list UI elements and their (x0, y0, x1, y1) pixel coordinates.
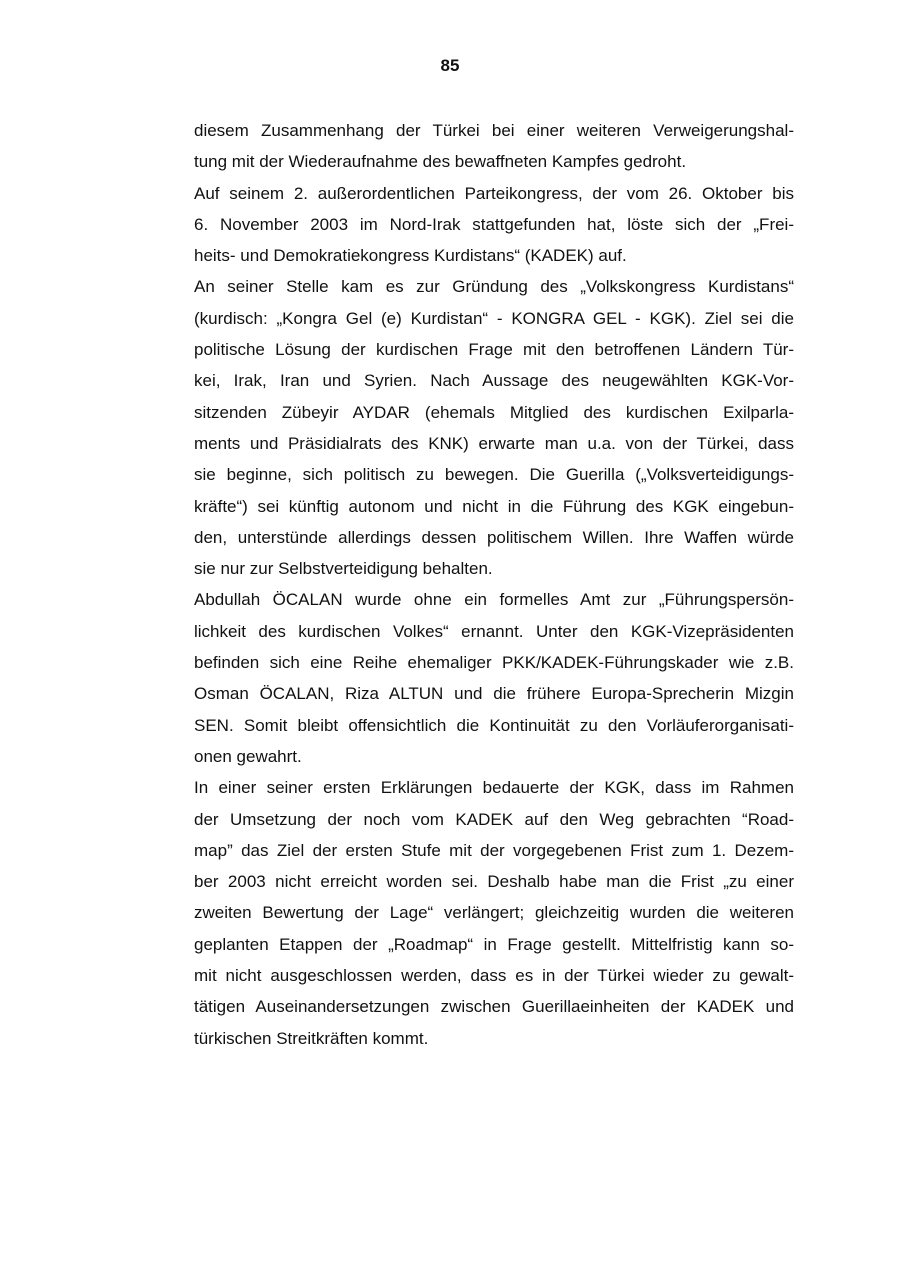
paragraph (194, 271, 794, 584)
text-line: In einer seiner ersten Erklärungen bedauerte der KGK, dass im Rahmen (194, 778, 794, 798)
paragraph (194, 584, 794, 772)
text-line: den, unterstünde allerdings dessen politischem Willen. Ihre Waffen würde (194, 527, 794, 547)
text-line: geplanten Etappen der „Roadmap“ in Frage gestellt. Mittelfristig kann so- (194, 934, 794, 954)
text-line: türkischen Streitkräften kommt. (194, 1028, 429, 1048)
text-line: sitzenden Zübeyir AYDAR (ehemals Mitglied des kurdischen Exilparla- (194, 402, 794, 422)
text-line: politische Lösung der kurdischen Frage mit den betroffenen Ländern Tür- (194, 340, 794, 360)
text-line: kei, Irak, Iran und Syrien. Nach Aussage des neugewählten KGK-Vor- (194, 371, 794, 391)
text-line: map” das Ziel der ersten Stufe mit der vorgegebenen Frist zum 1. Dezem- (194, 840, 794, 860)
text-line: 6. November 2003 im Nord-Irak stattgefunden hat, löste sich der „Frei- (194, 214, 794, 234)
text-line: SEN. Somit bleibt offensichtlich die Kontinuität zu den Vorläuferorganisati- (194, 715, 794, 735)
text-line: sie nur zur Selbstverteidigung behalten. (194, 559, 493, 579)
page-number: 85 (440, 56, 460, 75)
text-line: tung mit der Wiederaufnahme des bewaffneten Kampfes gedroht. (194, 152, 687, 172)
text-line: mit nicht ausgeschlossen werden, dass es in der Türkei wieder zu gewalt- (194, 966, 794, 986)
text-line: lichkeit des kurdischen Volkes“ ernannt. Unter den KGK-Vizepräsidenten (194, 621, 794, 641)
text-line: zweiten Bewertung der Lage“ verlängert; gleichzeitig wurden die weiteren (194, 903, 794, 923)
paragraph (194, 115, 794, 178)
text-line: kräfte“) sei künftig autonom und nicht in die Führung des KGK eingebun- (194, 496, 794, 516)
text-line: befinden sich eine Reihe ehemaliger PKK/KADEK-Führungskader wie z.B. (194, 653, 794, 673)
text-line: heits- und Demokratiekongress Kurdistans“ (KADEK) auf. (194, 246, 627, 266)
text-line: Auf seinem 2. außerordentlichen Parteikongress, der vom 26. Oktober bis (194, 183, 794, 203)
text-line: Osman ÖCALAN, Riza ALTUN und die frühere Europa-Sprecherin Mizgin (194, 684, 794, 704)
text-line: ber 2003 nicht erreicht worden sei. Deshalb habe man die Frist „zu einer (194, 872, 794, 892)
text-line: (kurdisch: „Kongra Gel (e) Kurdistan“ - KONGRA GEL - KGK). Ziel sei die (194, 308, 794, 328)
paragraph (194, 178, 794, 272)
text-line: tätigen Auseinandersetzungen zwischen Guerillaeinheiten der KADEK und (194, 997, 794, 1017)
text-line: An seiner Stelle kam es zur Gründung des „Volkskongress Kurdistans“ (194, 277, 794, 297)
paragraph (194, 772, 794, 1054)
document-body (194, 115, 794, 1054)
text-line: ments und Präsidialrats des KNK) erwarte man u.a. von der Türkei, dass (194, 433, 794, 453)
text-line: der Umsetzung der noch vom KADEK auf den Weg gebrachten “Road- (194, 809, 794, 829)
text-line: Abdullah ÖCALAN wurde ohne ein formelles Amt zur „Führungspersön- (194, 590, 794, 610)
text-line: diesem Zusammenhang der Türkei bei einer weiteren Verweigerungshal- (194, 121, 794, 140)
text-line: onen gewahrt. (194, 746, 302, 766)
text-line: sie beginne, sich politisch zu bewegen. Die Guerilla („Volksverteidigungs- (194, 465, 794, 485)
